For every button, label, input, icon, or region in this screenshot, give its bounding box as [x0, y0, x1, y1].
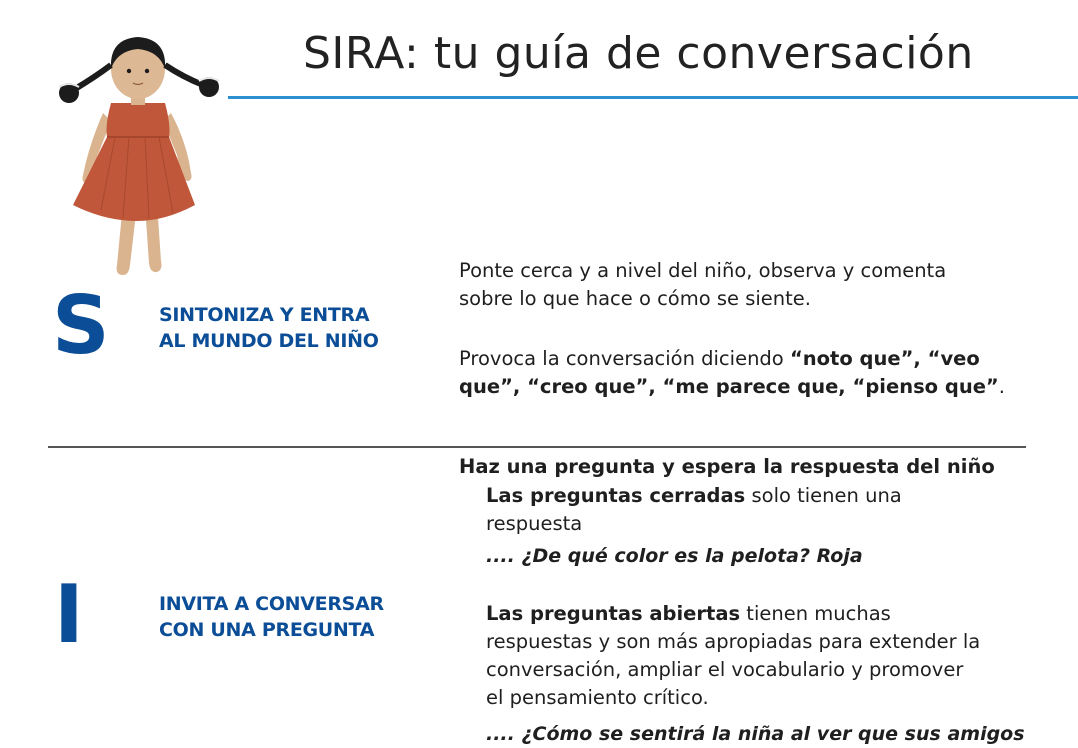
section-s-p2-line2 [459, 373, 1005, 401]
section-s-p2-bold-1: “noto que”, “veo [789, 347, 980, 370]
section-s-paragraph-2 [459, 345, 1005, 401]
title-underline [228, 96, 1078, 99]
section-s-label [159, 302, 379, 354]
open-questions-paragraph [486, 600, 980, 712]
open-questions-line3: conversación, ampliar el vocabulario y promover [486, 658, 964, 681]
page-title: SIRA: tu guía de conversación [303, 28, 974, 79]
section-s-letter: S [52, 279, 110, 372]
closed-questions-line2: respuesta [486, 512, 583, 535]
section-s-paragraph-1 [459, 257, 946, 313]
section-s-p2-plain: Provoca la conversación diciendo [459, 347, 790, 370]
open-questions-rest: tienen muchas [740, 602, 891, 625]
section-i-heading: Haz una pregunta y espera la respuesta del niño [459, 455, 995, 478]
section-i-label-line1: INVITA A CONVERSAR [159, 593, 384, 615]
section-i-letter: I [54, 568, 84, 661]
open-questions-line2: respuestas y son más apropiadas para extender la [486, 630, 981, 653]
open-question-example: .... ¿Cómo se sentirá la niña al ver que sus amigos [486, 723, 1025, 745]
closed-questions-line1 [486, 482, 902, 510]
section-s-p2-end: . [998, 375, 1005, 398]
section-s-label-line1: SINTONIZA Y ENTRA [159, 304, 370, 326]
section-i-label [159, 591, 384, 643]
open-questions-line1 [486, 600, 980, 628]
closed-questions-bold: Las preguntas cerradas [486, 484, 746, 507]
section-s-p1-line2: sobre lo que hace o cómo se siente. [459, 287, 811, 310]
section-i-label-line2: CON UNA PREGUNTA [159, 619, 375, 641]
open-questions-line4: el pensamiento crítico. [486, 686, 709, 709]
section-divider [48, 446, 1026, 448]
section-s-label-line2: AL MUNDO DEL NIÑO [159, 330, 379, 352]
closed-questions-paragraph [486, 482, 902, 538]
open-questions-bold: Las preguntas abiertas [486, 602, 741, 625]
closed-questions-rest: solo tienen una [745, 484, 902, 507]
doll-illustration [45, 25, 230, 280]
section-s-p1-line1: Ponte cerca y a nivel del niño, observa y comenta [459, 259, 947, 282]
section-s-p2-bold-2: que”, “creo que”, “me parece que, “pienso que” [459, 375, 999, 398]
section-s-p2-line1 [459, 345, 1005, 373]
closed-question-example: .... ¿De qué color es la pelota? Roja [486, 545, 863, 567]
